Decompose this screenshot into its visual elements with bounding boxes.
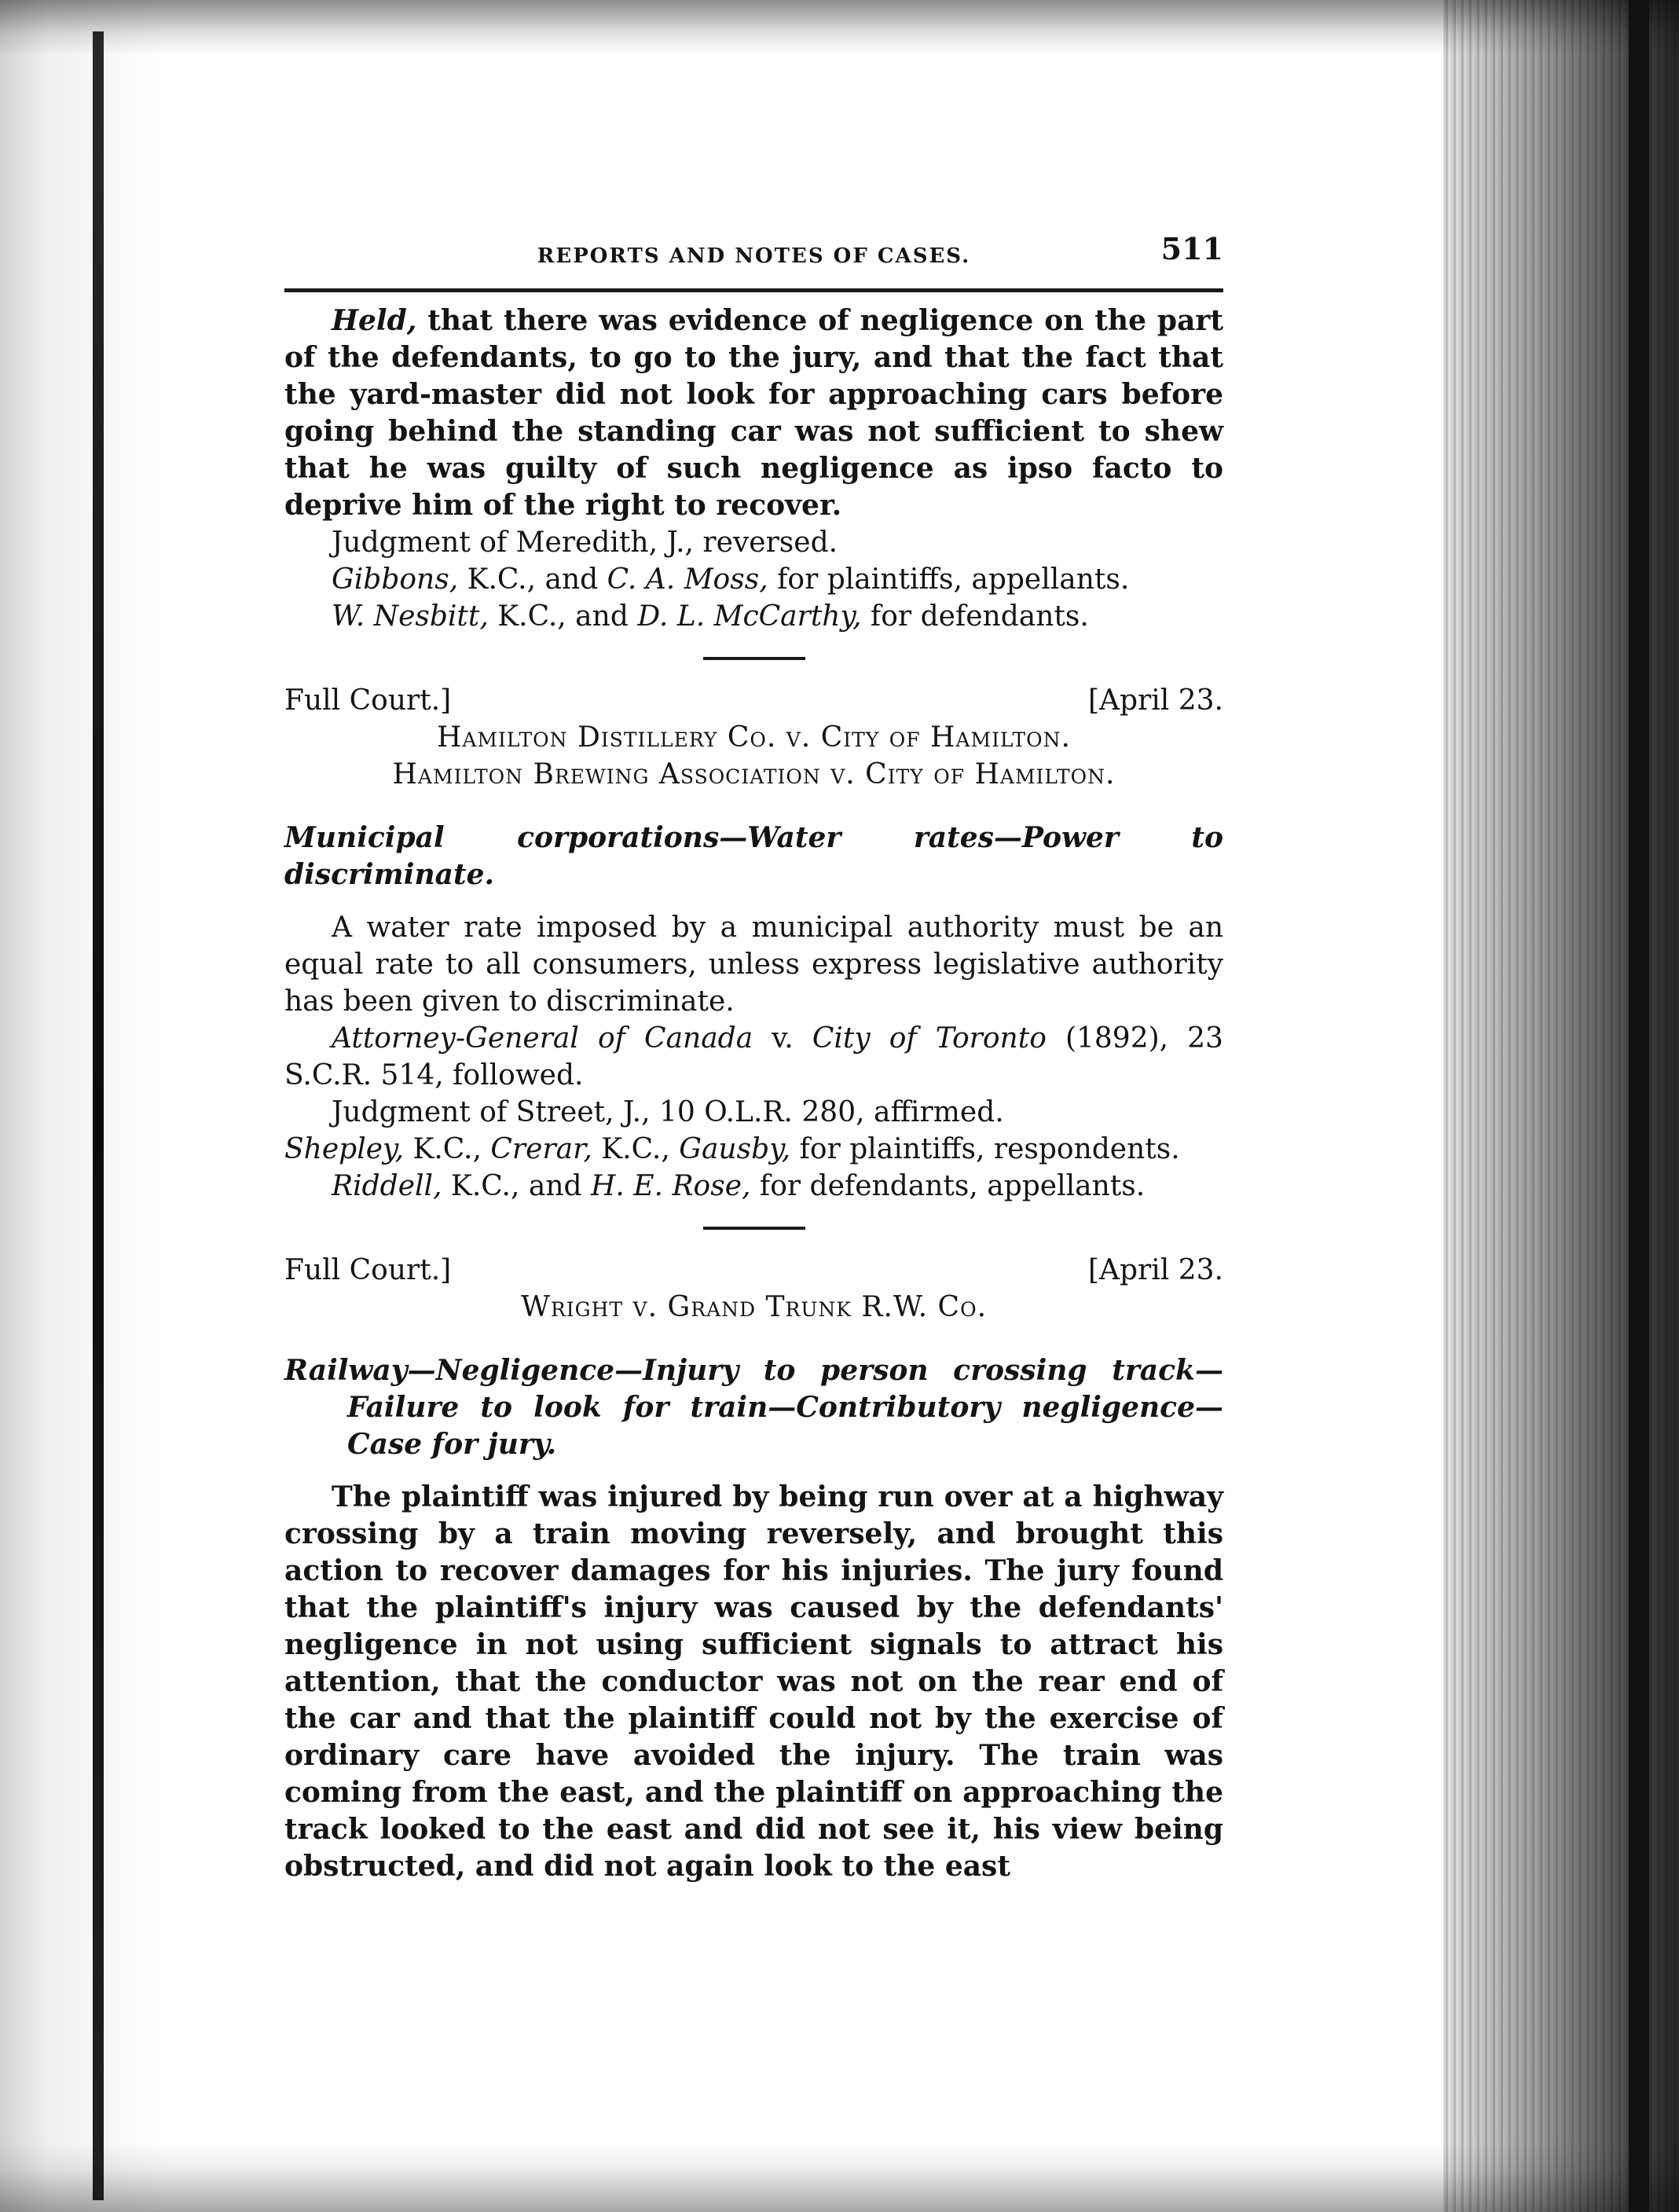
- counsel-text: for plaintiffs, respondents.: [790, 1133, 1180, 1165]
- held-italic: ipso facto: [1007, 452, 1172, 485]
- counsel-text: K.C., and: [442, 1170, 591, 1202]
- decision-date: [April 23.: [1087, 684, 1223, 717]
- court-name: Full Court.]: [284, 1254, 452, 1286]
- page-number: 511: [1160, 231, 1223, 266]
- counsel-line: [284, 561, 1223, 598]
- citation-text: v.: [753, 1022, 812, 1055]
- section-separator: [703, 657, 805, 660]
- counsel-name: Shepley,: [284, 1133, 405, 1165]
- page-content: [284, 224, 1223, 1885]
- case-title: Wright v. Grand Trunk R.W. Co.: [520, 1291, 988, 1323]
- decision-date: [April 23.: [1087, 1254, 1223, 1286]
- counsel-text: K.C., and: [488, 600, 638, 633]
- counsel-text: K.C., and: [458, 563, 607, 596]
- catchline: Municipal corporations—Water rates—Power to discriminate.: [284, 821, 1223, 891]
- scan-shadow-left: [0, 0, 165, 2212]
- scan-shadow-bottom: [0, 2141, 1679, 2212]
- counsel-line: [284, 1131, 1223, 1168]
- court-line: [284, 1252, 1223, 1289]
- counsel-name: Crerar,: [490, 1133, 592, 1165]
- header-rule: [284, 288, 1223, 292]
- counsel-name: H. E. Rose,: [591, 1170, 751, 1202]
- counsel-name: Riddell,: [332, 1170, 442, 1202]
- counsel-text: for defendants, appellants.: [750, 1170, 1146, 1202]
- judgment-line: Judgment of Meredith, J., reversed.: [332, 526, 838, 559]
- court-name: Full Court.]: [284, 684, 452, 717]
- counsel-text: K.C.,: [592, 1133, 680, 1165]
- held-text: that there was evidence of negligence on the part of the defendants, to go to the jury, and that the fact that the yard-master did not look for approaching cars before going behind the standing car was not sufficient to shew that he was guilty of such negligence as: [284, 304, 1223, 485]
- scan-edge-right: [1629, 0, 1649, 2212]
- counsel-name: Gibbons,: [332, 563, 459, 596]
- counsel-name: W. Nesbitt,: [332, 600, 489, 633]
- counsel-text: for plaintiffs, appellants.: [768, 563, 1130, 596]
- scan-shadow-top: [0, 0, 1679, 55]
- headnote-body: A water rate imposed by a municipal authority must be an equal rate to all consumers, unless express legislative authority has been given to discriminate.: [284, 912, 1223, 1018]
- running-head: REPORTS AND NOTES OF CASES.: [537, 244, 971, 268]
- section-separator: [703, 1227, 805, 1230]
- scan-binding-edge: [93, 31, 104, 2200]
- counsel-text: for defendants.: [861, 600, 1089, 633]
- citation-party: City of Toronto: [812, 1022, 1047, 1055]
- page-header: [284, 224, 1223, 287]
- judgment-line: Judgment of Street, J., 10 O.L.R. 280, affirmed.: [332, 1096, 1004, 1128]
- counsel-name: D. L. McCarthy,: [637, 600, 862, 633]
- catchline: Railway—Negligence—Injury to person crossing track—Failure to look for train—Contributory negligence—Case for jury.: [284, 1354, 1223, 1461]
- held-paragraph: [284, 303, 1223, 524]
- counsel-name: C. A. Moss,: [607, 563, 768, 596]
- held-label: Held,: [332, 304, 417, 337]
- counsel-text: K.C.,: [404, 1133, 491, 1165]
- counsel-line: [284, 1168, 1223, 1205]
- counsel-name: Gausby,: [679, 1133, 791, 1165]
- case-title: Hamilton Brewing Association v. City of Hamilton.: [392, 758, 1116, 791]
- citation-line: [284, 1020, 1223, 1094]
- court-line: [284, 682, 1223, 719]
- headnote-body: The plaintiff was injured by being run over at a highway crossing by a train moving reversely, and brought this action to recover damages for his injuries. The jury found that the plaintiff's injury was caused by the defendants' negligence in not using sufficient signals to attract his attention, that the conductor was not on the rear end of the car and that the plaintiff could not by the exercise of ordinary care have avoided the injury. The train was coming from the east, and the plaintiff on approaching the track looked to the east and did not see it, his view being obstructed, and did not again look to the east: [284, 1480, 1223, 1883]
- citation-text: (1892), 23 S.C.R. 514, followed.: [284, 1022, 1223, 1091]
- citation-party: Attorney-General of Canada: [332, 1022, 753, 1055]
- counsel-line: [284, 598, 1223, 635]
- held-tail: to deprive him of the right to recover.: [284, 452, 1223, 522]
- case-title: Hamilton Distillery Co. v. City of Hamilton.: [436, 721, 1071, 754]
